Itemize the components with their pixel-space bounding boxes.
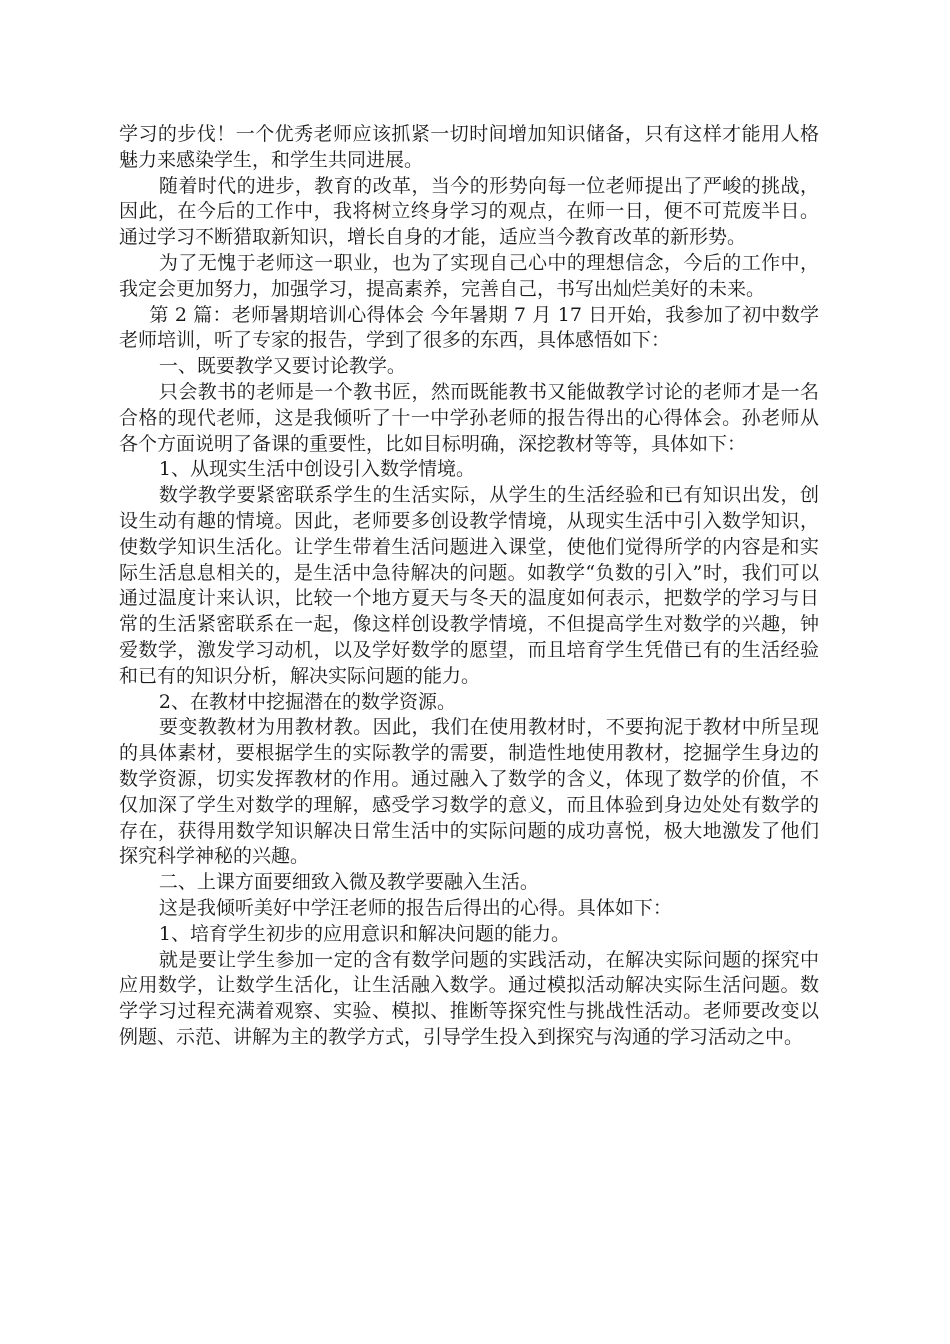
paragraph-teacher-craftsman: 只会教书的老师是一个教书匠，然而既能教书又能做教学讨论的老师才是一名合格的现代老师，这是我倾听了十一中学孙老师的报告得出的心得体会。孙老师从各个方面说明了备课的重要性，比如目标明确，深挖教材等等，具体如下： xyxy=(119,380,819,455)
paragraph-use-textbook: 要变教教材为用教材教。因此，我们在使用教材时，不要拘泥于教材中所呈现的具体素材，要根据学生的实际教学的需要，制造性地使用教材，挖掘学生身边的数学资源，切实发挥教材的作用。通过融入了数学的含义，体现了数学的价值，不仅加深了学生对数学的理解，感受学习数学的意义，而且体验到身边处处有数学的存在，获得用数学知识解决日常生活中的实际问题的成功喜悦，极大地激发了他们探究科学神秘的兴趣。 xyxy=(119,716,819,868)
subheading-textbook-resources: 2、在教材中挖掘潜在的数学资源。 xyxy=(158,690,456,713)
subheading-real-life-situations: 1、从现实生活中创设引入数学情境。 xyxy=(158,458,475,481)
paragraph-commitment: 为了无愧于老师这一职业，也为了实现自己心中的理想信念，今后的工作中，我定会更加努力，加强学习，提高素养，完善自己，书写出灿烂美好的未来。 xyxy=(119,251,819,300)
heading-teach-and-research: 一、既要教学又要讨论教学。 xyxy=(158,355,406,378)
paragraph-report-source: 这是我倾听美好中学汪老师的报告后得出的心得。具体如下： xyxy=(158,896,672,919)
paragraph-reform: 随着时代的进步，教育的改革，当今的形势向每一位老师提出了严峻的挑战，因此，在今后的工作中，我将树立终身学习的观点，在师一日，便不可荒废半日。通过学习不断猎取新知识，增长自身的才能，适应当今教育改革的新形势。 xyxy=(119,174,819,249)
paragraph-practice-activities: 就是要让学生参加一定的含有数学问题的实践活动，在解决实际问题的探究中应用数学，让数学生活化，让生活融入数学。通过模拟活动解决实际生活问题。数学学习过程充满着观察、实验、模拟、推断等探究性与挑战性活动。老师要改变以例题、示范、讲解为主的教学方式，引导学生投入到探究与沟通的学习活动之中。 xyxy=(119,948,819,1048)
paragraph-continuation: 学习的步伐！一个优秀老师应该抓紧一切时间增加知识储备，只有这样才能用人格魅力来感染学生，和学生共同进展。 xyxy=(119,123,819,171)
subheading-application-awareness: 1、培育学生初步的应用意识和解决问题的能力。 xyxy=(158,922,570,945)
heading-class-details: 二、上课方面要细致入微及教学要融入生活。 xyxy=(158,871,539,894)
paragraph-second-article-intro: 第 2 篇：老师暑期培训心得体会 今年暑期 7 月 17 日开始，我参加了初中数学老师培训，听了专家的报告，学到了很多的东西，具体感悟如下： xyxy=(119,303,819,352)
document-body xyxy=(119,122,819,1051)
paragraph-math-life-connection: 数学教学要紧密联系学生的生活实际，从学生的生活经验和已有知识出发，创设生动有趣的情境。因此，老师要多创设教学情境，从现实生活中引入数学知识，使数学知识生活化。让学生带着生活问题进入课堂，使他们觉得所学的内容是和实际生活息息相关的，是生活中急待解决的问题。如教学“负数的引入”时，我们可以通过温度计来认识，比较一个地方夏天与冬天的温度如何表示，把数学的学习与日常的生活紧密联系在一起，像这样创设教学情境，不但提高学生对数学的兴趣，钟爱数学，激发学习动机，以及学好数学的愿望，而且培育学生凭借已有的生活经验和已有的知识分析，解决实际问题的能力。 xyxy=(119,484,819,687)
